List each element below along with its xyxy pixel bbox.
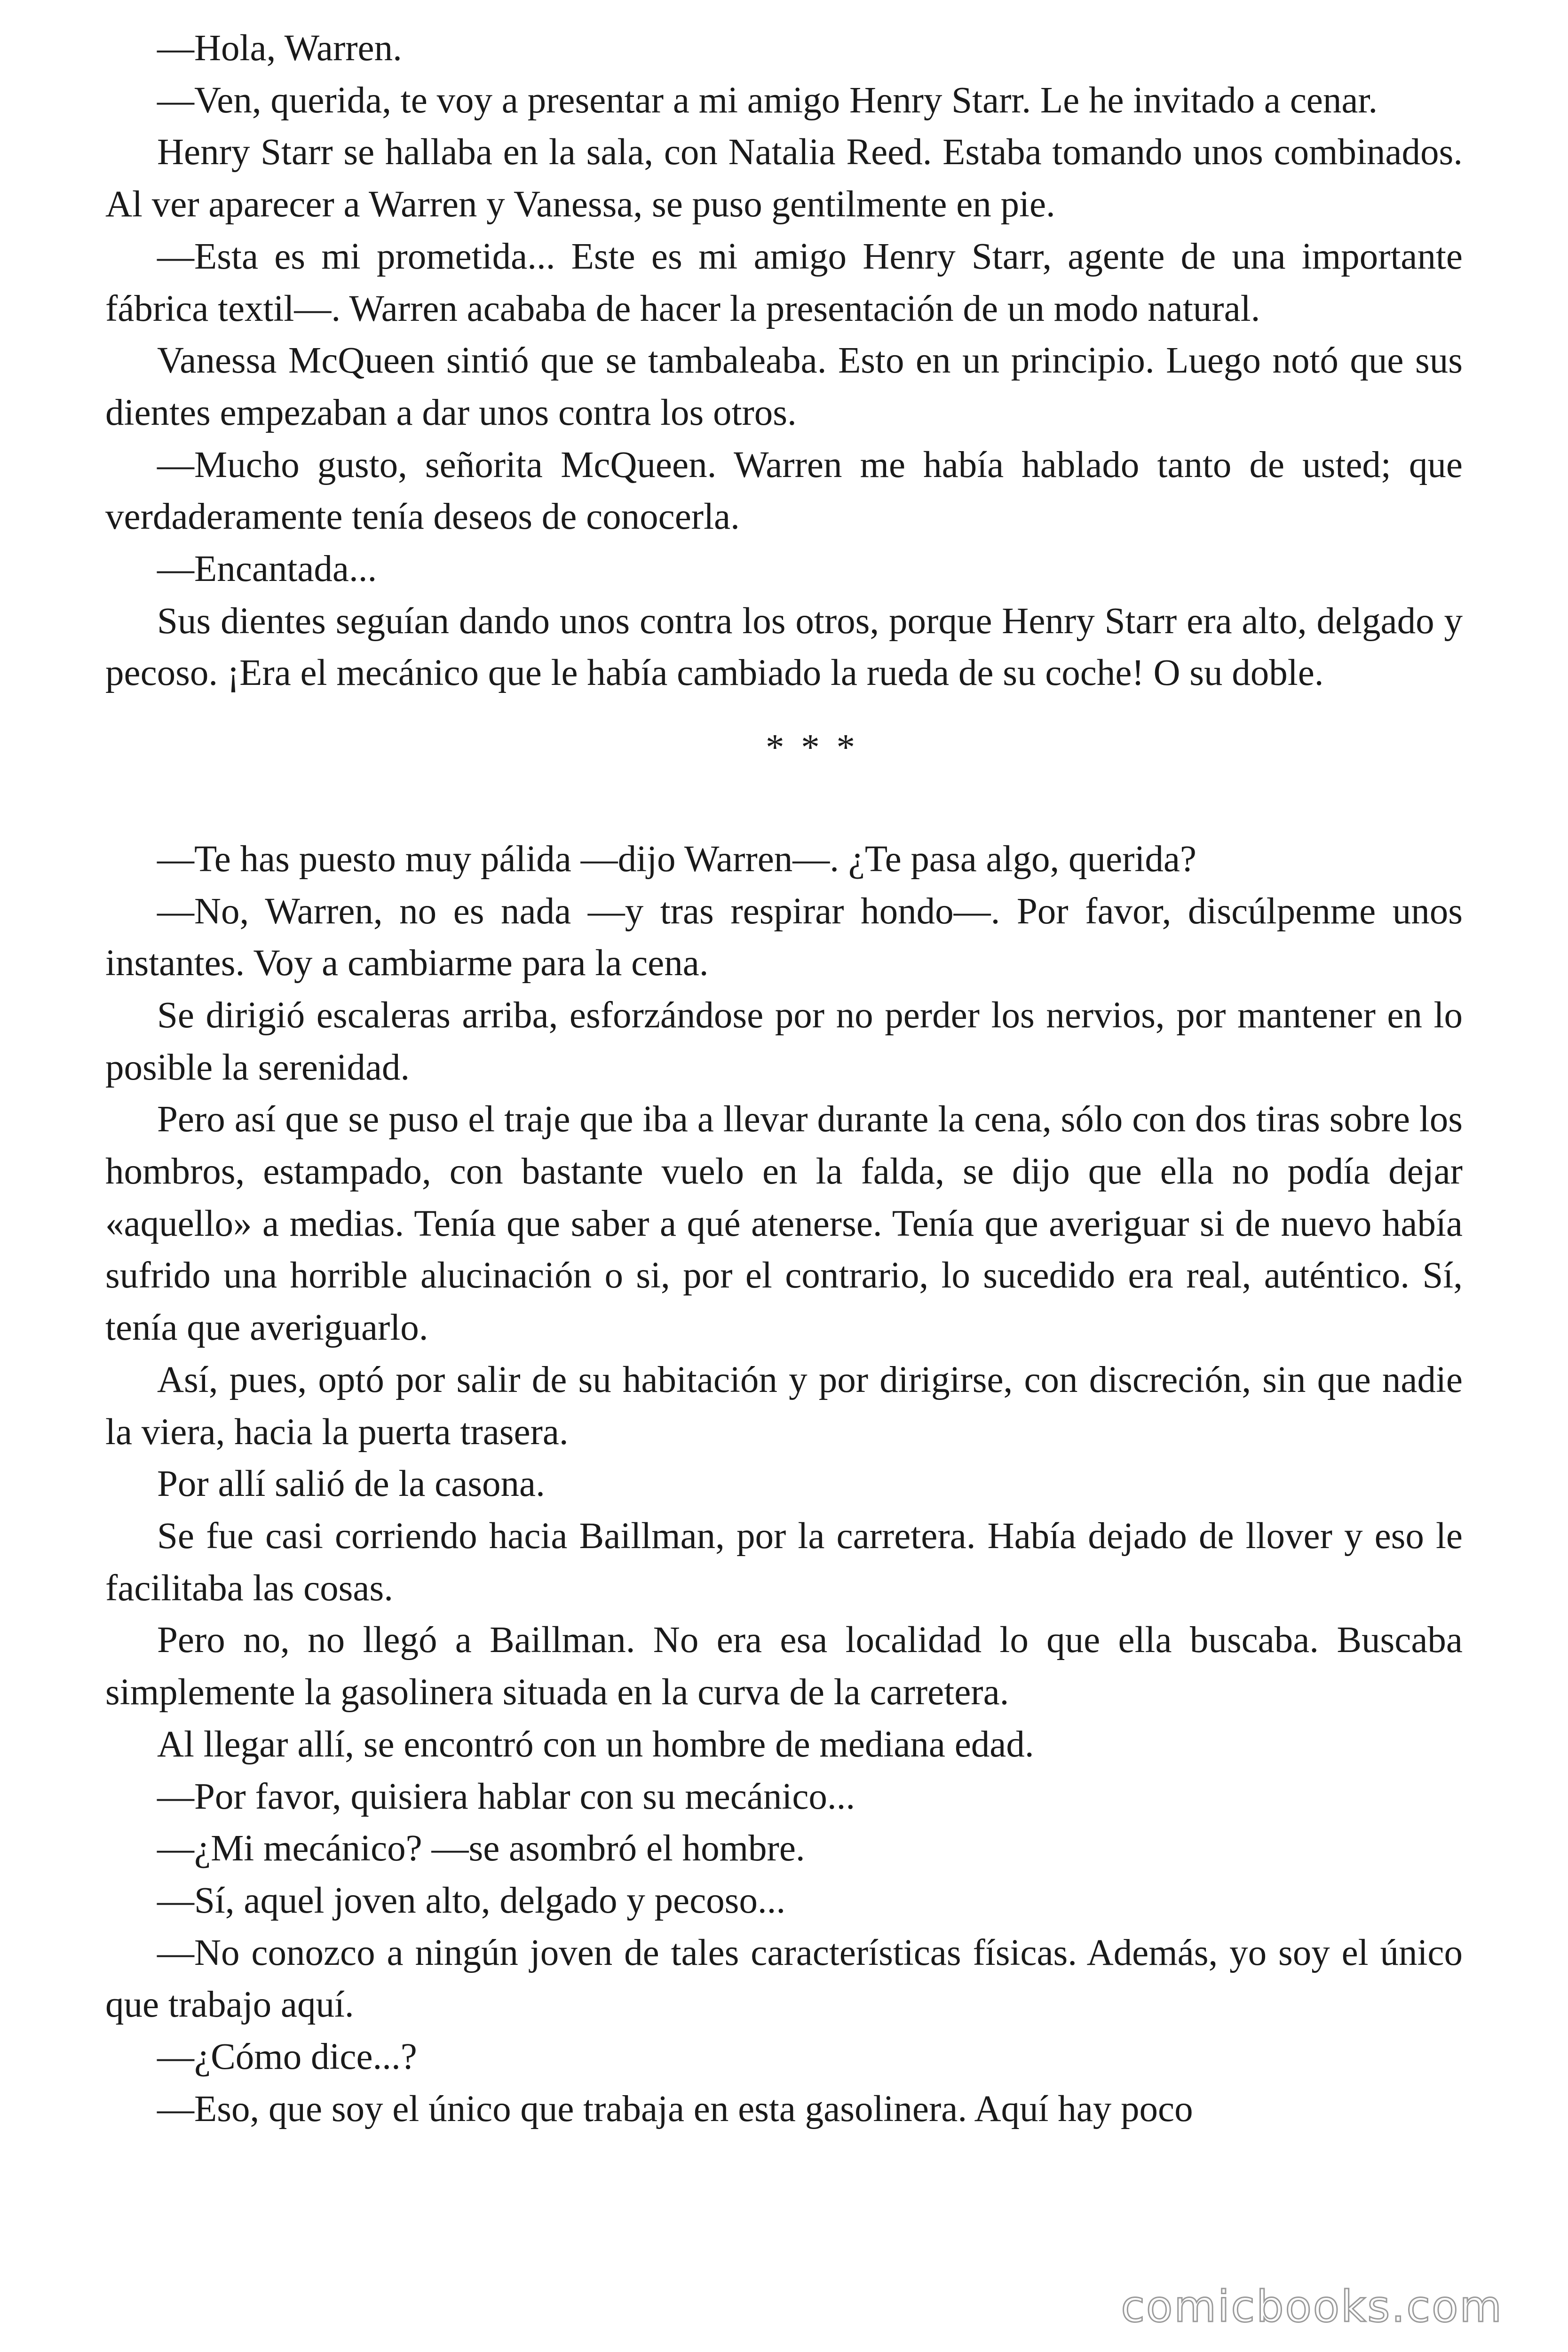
paragraph: —Mucho gusto, señorita McQueen. Warren me había hablado tanto de usted; que verdaderamente tenía deseos de conocerla. <box>105 444 1463 538</box>
paragraph: —Eso, que soy el único que trabaja en esta gasolinera. Aquí hay poco <box>157 2088 1193 2130</box>
paragraph: —¿Cómo dice...? <box>157 2036 417 2078</box>
watermark: comicbooks.com <box>1121 2281 1503 2332</box>
paragraph: —Hola, Warren. <box>157 28 402 69</box>
paragraph: —No, Warren, no es nada —y tras respirar hondo—. Por favor, discúlpenme unos instantes. Voy a cambiarme para la cena. <box>105 890 1463 984</box>
paragraph: Al llegar allí, se encontró con un hombre de mediana edad. <box>157 1724 1034 1765</box>
paragraph: —Encantada... <box>157 548 377 590</box>
paragraph: Por allí salió de la casona. <box>157 1463 545 1505</box>
paragraph: Vanessa McQueen sintió que se tambaleaba. Esto en un principio. Luego notó que sus dientes empezaban a dar unos contra los otros. <box>105 340 1463 433</box>
paragraph: Pero así que se puso el traje que iba a llevar durante la cena, sólo con dos tiras sobre los hombros, estampado, con bastante vuelo en la falda, se dijo que ella no podía dejar «aquello» a medias. Tenía que saber a qué atenerse. Tenía que averiguar si de nuevo había sufrido una horrible alucinación o si, por el contrario, lo sucedido era real, auténtico. Sí, tenía que averiguarlo. <box>105 1099 1463 1349</box>
section-separator: * * * <box>766 727 859 769</box>
paragraph: —Te has puesto muy pálida —dijo Warren—. ¿Te pasa algo, querida? <box>157 838 1196 880</box>
paragraph: —Por favor, quisiera hablar con su mecánico... <box>157 1776 855 1817</box>
page-text <box>105 23 1463 2135</box>
paragraph: —No conozco a ningún joven de tales características físicas. Además, yo soy el único que trabajo aquí. <box>105 1932 1463 2026</box>
paragraph: Sus dientes seguían dando unos contra los otros, porque Henry Starr era alto, delgado y pecoso. ¡Era el mecánico que le había cambiado la rueda de su coche! O su doble. <box>105 600 1463 694</box>
paragraph: Pero no, no llegó a Baillman. No era esa localidad lo que ella buscaba. Buscaba simplemente la gasolinera situada en la curva de la carretera. <box>105 1620 1463 1713</box>
paragraph: —Ven, querida, te voy a presentar a mi amigo Henry Starr. Le he invitado a cenar. <box>157 79 1378 121</box>
paragraph: Se dirigió escaleras arriba, esforzándose por no perder los nervios, por mantener en lo posible la serenidad. <box>105 994 1463 1088</box>
paragraph: —¿Mi mecánico? —se asombró el hombre. <box>157 1828 805 1869</box>
paragraph: Se fue casi corriendo hacia Baillman, por la carretera. Había dejado de llover y eso le facilitaba las cosas. <box>105 1515 1463 1609</box>
paragraph: —Esta es mi prometida... Este es mi amigo Henry Starr, agente de una importante fábrica textil—. Warren acababa de hacer la presentación de un modo natural. <box>105 236 1463 329</box>
paragraph: Henry Starr se hallaba en la sala, con Natalia Reed. Estaba tomando unos combinados. Al ver aparecer a Warren y Vanessa, se puso gentilmente en pie. <box>105 132 1463 225</box>
paragraph: —Sí, aquel joven alto, delgado y pecoso... <box>157 1880 786 1921</box>
paragraph: Así, pues, optó por salir de su habitación y por dirigirse, con discreción, sin que nadie la viera, hacia la puerta trasera. <box>105 1359 1463 1453</box>
